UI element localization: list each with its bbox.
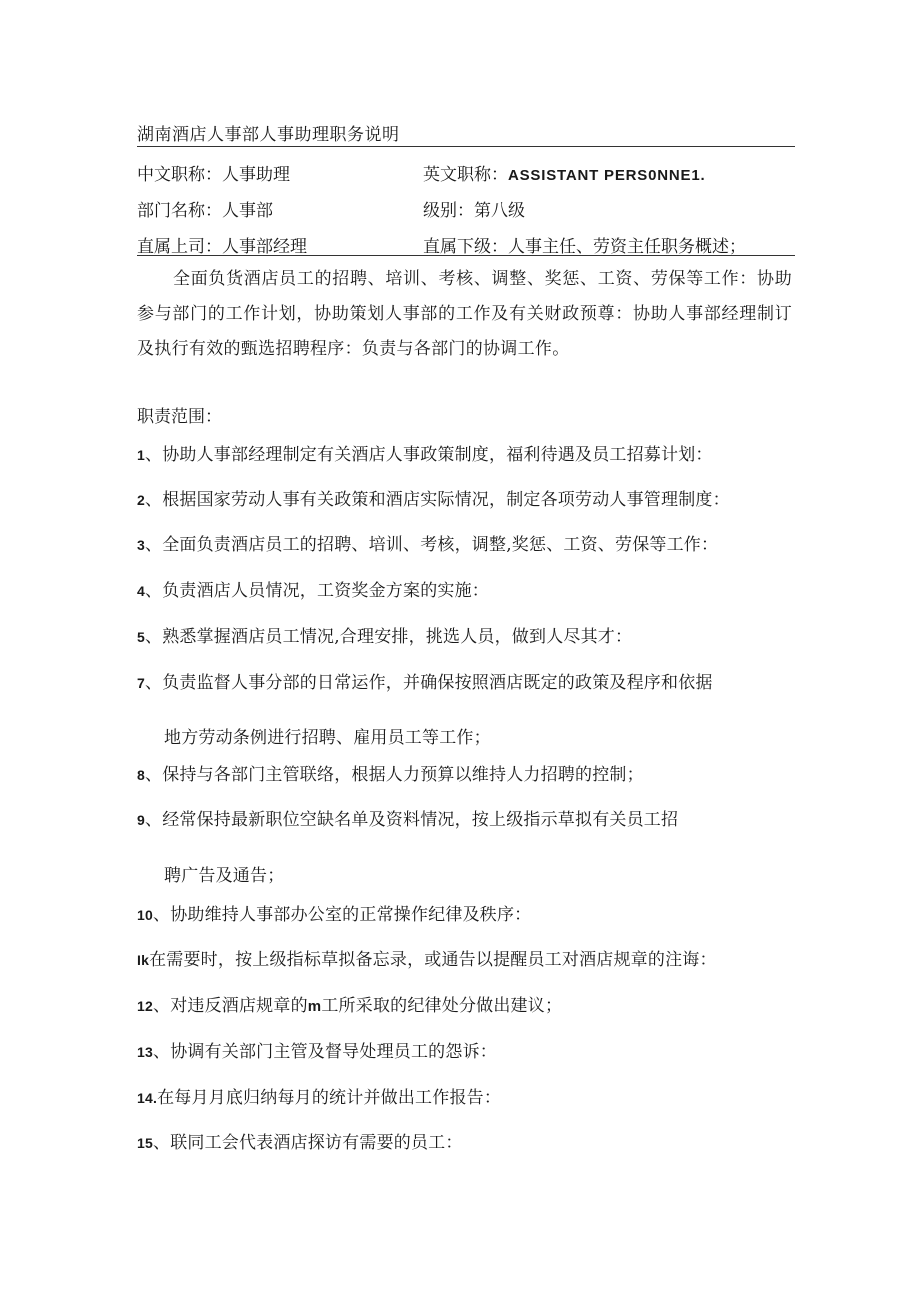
cn-title-field bbox=[137, 160, 290, 185]
duty-text: 经常保持最新职位空缺名单及资料情况，按上级指示草拟有关员工招 bbox=[162, 810, 679, 830]
superior-label: 直属上司： bbox=[137, 237, 222, 257]
duty-item: 3、全面负责酒店员工的招聘、培训、考核，调整,奖惩、工资、劳保等工作： bbox=[137, 535, 719, 555]
scope-title: 职责范围： bbox=[137, 407, 222, 427]
duty-item bbox=[137, 1083, 501, 1108]
duty-number: 4 bbox=[137, 583, 145, 599]
duty-item: 12、对违反酒店规章的m工所采取的纪律处分做出建议； bbox=[137, 996, 563, 1016]
duty-number: Ik bbox=[137, 952, 150, 968]
duty-text: 对违反酒店规章的 bbox=[170, 996, 308, 1016]
duty-text: 负责监督人事分部的日常运作，并确保按照酒店既定的政策及程序和依据 bbox=[162, 673, 713, 693]
duty-text: 熟悉掌握酒店员工情况,合理安排，挑选人员，做到人尽其才： bbox=[162, 627, 633, 647]
duty-item: 8、保持与各部门主管联络，根据人力预算以维持人力招聘的控制； bbox=[137, 765, 644, 785]
duty-text: 工所采取的纪律处分做出建议； bbox=[321, 996, 563, 1016]
department-value: 人事部 bbox=[222, 201, 273, 221]
duty-item: 2、根据国家劳动人事有关政策和酒店实际情况，制定各项劳动人事管理制度： bbox=[137, 490, 730, 510]
duty-text: 协助维持人事部办公室的正常操作纪律及秩序： bbox=[170, 905, 532, 925]
duty-text: 协助人事部经理制定有关酒店人事政策制度，福利待遇及员工招募计划： bbox=[162, 445, 713, 465]
duty-number: 1 bbox=[137, 447, 145, 463]
cn-title-value: 人事助理 bbox=[222, 165, 290, 185]
duty-text: 全面负责酒店员工的招聘、培训、考核，调整,奖惩、工资、劳保等工作： bbox=[162, 535, 719, 555]
job-overview-paragraph: 全面负货酒店员工的招聘、培训、考核、调整、奖惩、工资、劳保等工作：协助参与部门的工作计划，协助策划人事部的工作及有关财政预尊：协助人事部经理制订及执行有效的甄选招聘程序：负责与各部门的协调工作。 bbox=[137, 269, 792, 359]
superior-field bbox=[137, 232, 307, 257]
duty-number: 5 bbox=[137, 629, 145, 645]
duty-number: 7 bbox=[137, 675, 145, 691]
title-divider bbox=[137, 146, 795, 147]
en-title-label: 英文职称： bbox=[423, 165, 508, 185]
superior-value: 人事部经理 bbox=[222, 237, 307, 257]
duty-item bbox=[137, 945, 717, 970]
duty-number: 3 bbox=[137, 537, 145, 553]
duty-number: 13 bbox=[137, 1044, 153, 1060]
level-label: 级别： bbox=[423, 201, 474, 221]
duty-number: 10 bbox=[137, 907, 153, 923]
duty-number: 12 bbox=[137, 998, 153, 1014]
en-title-field bbox=[423, 160, 705, 185]
duty-text: 保持与各部门主管联络，根据人力预算以维持人力招聘的控制； bbox=[162, 765, 644, 785]
duty-text: 联同工会代表酒店探访有需要的员工： bbox=[170, 1133, 463, 1153]
duty-text: 负责酒店人员情况，工资奖金方案的实施： bbox=[162, 581, 490, 601]
subordinate-field bbox=[423, 232, 746, 257]
duty-item: 9、经常保持最新职位空缺名单及资料情况，按上级指示草拟有关员工招 bbox=[137, 810, 679, 830]
duty-item: 1、协助人事部经理制定有关酒店人事政策制度，福利待遇及员工招募计划： bbox=[137, 445, 713, 465]
department-field bbox=[137, 196, 273, 221]
duty-number: 15 bbox=[137, 1135, 153, 1151]
duty-text-bold: m bbox=[307, 998, 322, 1015]
subordinate-value: 人事主任、劳资主任职务概述； bbox=[508, 237, 746, 257]
duty-text: 协调有关部门主管及督导处理员工的怨诉： bbox=[170, 1042, 497, 1062]
duty-item: 5、熟悉掌握酒店员工情况,合理安排，挑选人员，做到人尽其才： bbox=[137, 627, 633, 647]
department-label: 部门名称： bbox=[137, 201, 222, 221]
level-field bbox=[423, 196, 525, 221]
duty-item: 4、负责酒店人员情况，工资奖金方案的实施： bbox=[137, 581, 490, 601]
duty-item: 10、协助维持人事部办公室的正常操作纪律及秩序： bbox=[137, 905, 532, 925]
duty-number: 8 bbox=[137, 767, 145, 783]
duty-item: 7、负责监督人事分部的日常运作，并确保按照酒店既定的政策及程序和依据 bbox=[137, 673, 713, 693]
duty-item-continuation: 聘广告及通告； bbox=[164, 866, 285, 886]
duty-item: 13、协调有关部门主管及督导处理员工的怨诉： bbox=[137, 1042, 497, 1062]
document-title: 湖南酒店人事部人事助理职务说明 bbox=[137, 125, 400, 145]
duty-text: 在需要时，按上级指标草拟备忘录，或通告以提醒员工对酒店规章的注诲： bbox=[149, 950, 717, 970]
header-divider bbox=[137, 255, 795, 256]
en-title-value: ASSISTANT PERS0NNE1. bbox=[508, 167, 706, 184]
duty-text: 根据国家劳动人事有关政策和酒店实际情况，制定各项劳动人事管理制度： bbox=[162, 490, 730, 510]
duty-number: 14. bbox=[137, 1090, 158, 1106]
duty-item-continuation: 地方劳动条例进行招聘、雇用员工等工作； bbox=[164, 728, 491, 748]
subordinate-label: 直属下级： bbox=[423, 237, 508, 257]
duty-text: 在每月月底归纳每月的统计并做出工作报告： bbox=[157, 1088, 502, 1108]
duty-item: 15、联同工会代表酒店探访有需要的员工： bbox=[137, 1133, 463, 1153]
duty-number: 9 bbox=[137, 812, 145, 828]
level-value: 第八级 bbox=[474, 201, 525, 221]
cn-title-label: 中文职称： bbox=[137, 165, 222, 185]
duty-number: 2 bbox=[137, 492, 145, 508]
